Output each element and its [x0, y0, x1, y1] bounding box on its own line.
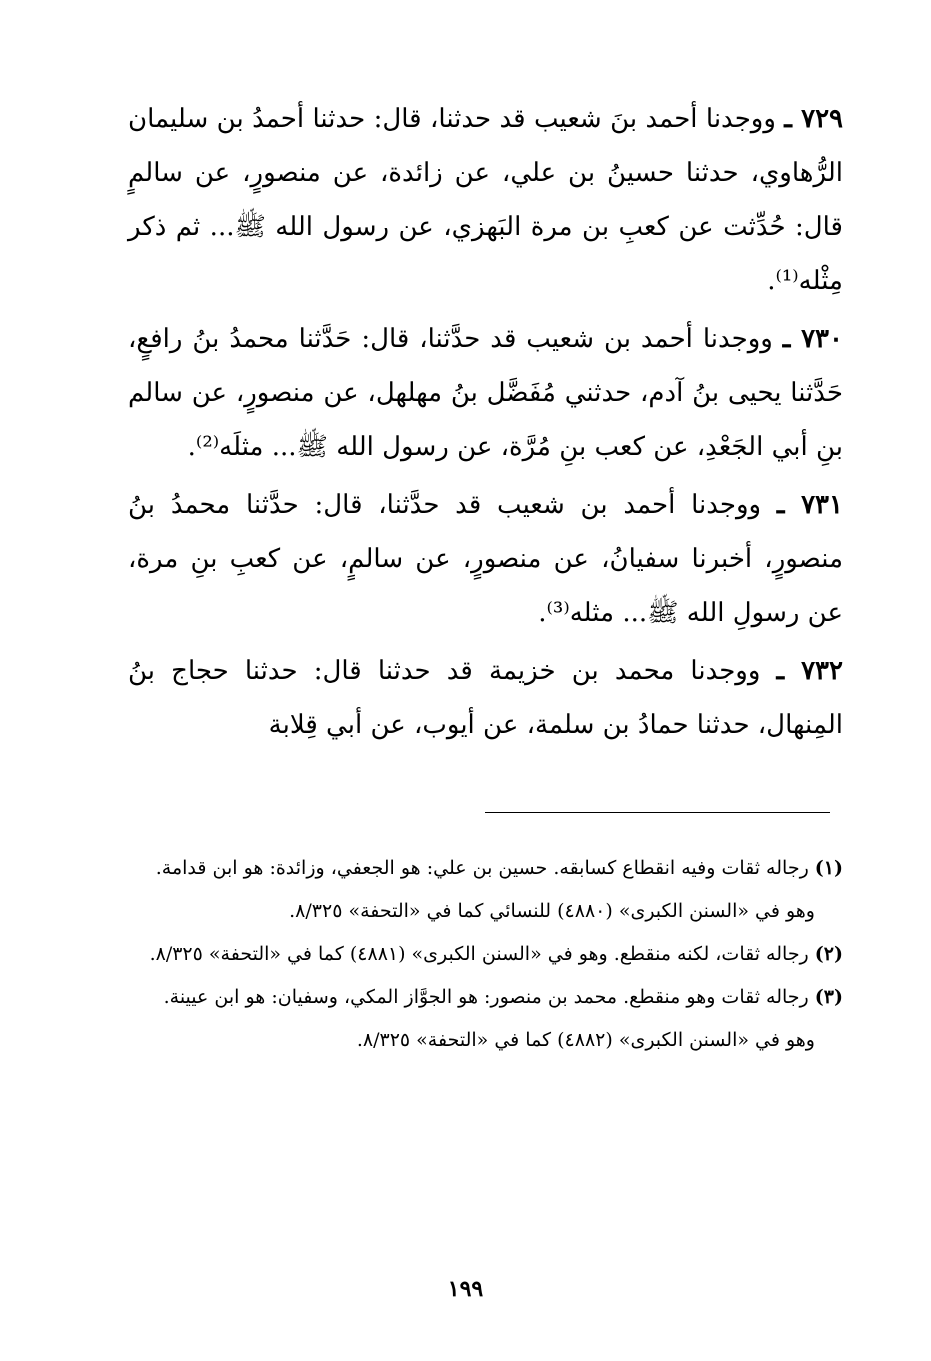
entry-number: ٧٣٠ ـ: [782, 324, 843, 354]
footnote-text: رجاله ثقات وهو منقطع. محمد بن منصور: هو الجوَّاز المكي، وسفيان: هو ابن عيينة.: [163, 986, 815, 1008]
entry-number: ٧٣٢ ـ: [776, 656, 843, 686]
entry-text: ووجدنا محمد بن خزيمة قد حدثنا قال: حدثنا حجاج بنُ المِنهال، حدثنا حمادُ بن سلمة، عن أيوب، عن أبي قِلابة: [128, 656, 843, 740]
entry-number: ٧٣١ ـ: [776, 490, 843, 520]
hadith-entry-731: [128, 478, 843, 640]
footnotes: [140, 850, 843, 1065]
footnote-marker: (٣): [814, 986, 843, 1008]
entry-text: ووجدنا أحمد بن شعيب قد حدَّثنا، قال: حَدَّثنا محمدُ بنُ رافعٍ، حَدَّثنا يحيى بنُ آدم، حدثني مُفَضَّل بنُ مهلهل، عن منصورٍ، عن سالم بنِ أبي الجَعْدِ، عن كعب بنِ مُرَّة، عن رسول الله ﷺ... مثلَه⁽²⁾.: [128, 324, 843, 462]
main-text: [128, 92, 843, 756]
footnote-divider: [485, 812, 830, 813]
footnote-text: رجاله ثقات وفيه انقطاع كسابقه. حسين بن علي: هو الجعفي، وزائدة: هو ابن قدامة.: [155, 857, 815, 879]
footnote-3: [140, 979, 843, 1016]
footnote-marker: (٢): [814, 943, 843, 965]
page-number: ١٩٩: [447, 1276, 484, 1302]
hadith-entry-729: [128, 92, 843, 308]
hadith-entry-730: [128, 312, 843, 474]
footnote-2: [140, 936, 843, 973]
footnote-text: رجاله ثقات، لكنه منقطع. وهو في «السنن الكبرى» (٤٨٨١) كما في «التحفة» ٨/٣٢٥.: [149, 943, 815, 965]
footnote-1-continuation: وهو في «السنن الكبرى» (٤٨٨٠) للنسائي كما في «التحفة» ٨/٣٢٥.: [289, 900, 815, 922]
entry-text: ووجدنا أحمد بنَ شعيب قد حدثنا، قال: حدثنا أحمدُ بن سليمان الرُّهاوي، حدثنا حسينُ بن علي، عن زائدة، عن منصورٍ، عن سالمٍ قال: حُدِّثت عن كعبِ بن مرة البَهزي، عن رسول الله ﷺ... ثم ذكر مِثْله⁽¹⁾.: [128, 104, 843, 296]
footnote-marker: (١): [814, 857, 843, 879]
entry-number: ٧٢٩ ـ: [784, 104, 844, 134]
footnote-1: [140, 850, 843, 887]
hadith-entry-732: [128, 644, 843, 752]
entry-text: ووجدنا أحمد بن شعيب قد حدَّثنا، قال: حدَّثنا محمدُ بنُ منصورٍ، أخبرنا سفيانُ، عن منصورٍ، عن سالمٍ، عن كعبِ بنِ مرة، عن رسولِ الله ﷺ... مثله⁽³⁾.: [128, 490, 843, 628]
footnote-3-continuation: وهو في «السنن الكبرى» (٤٨٨٢) كما في «التحفة» ٨/٣٢٥.: [356, 1029, 815, 1051]
